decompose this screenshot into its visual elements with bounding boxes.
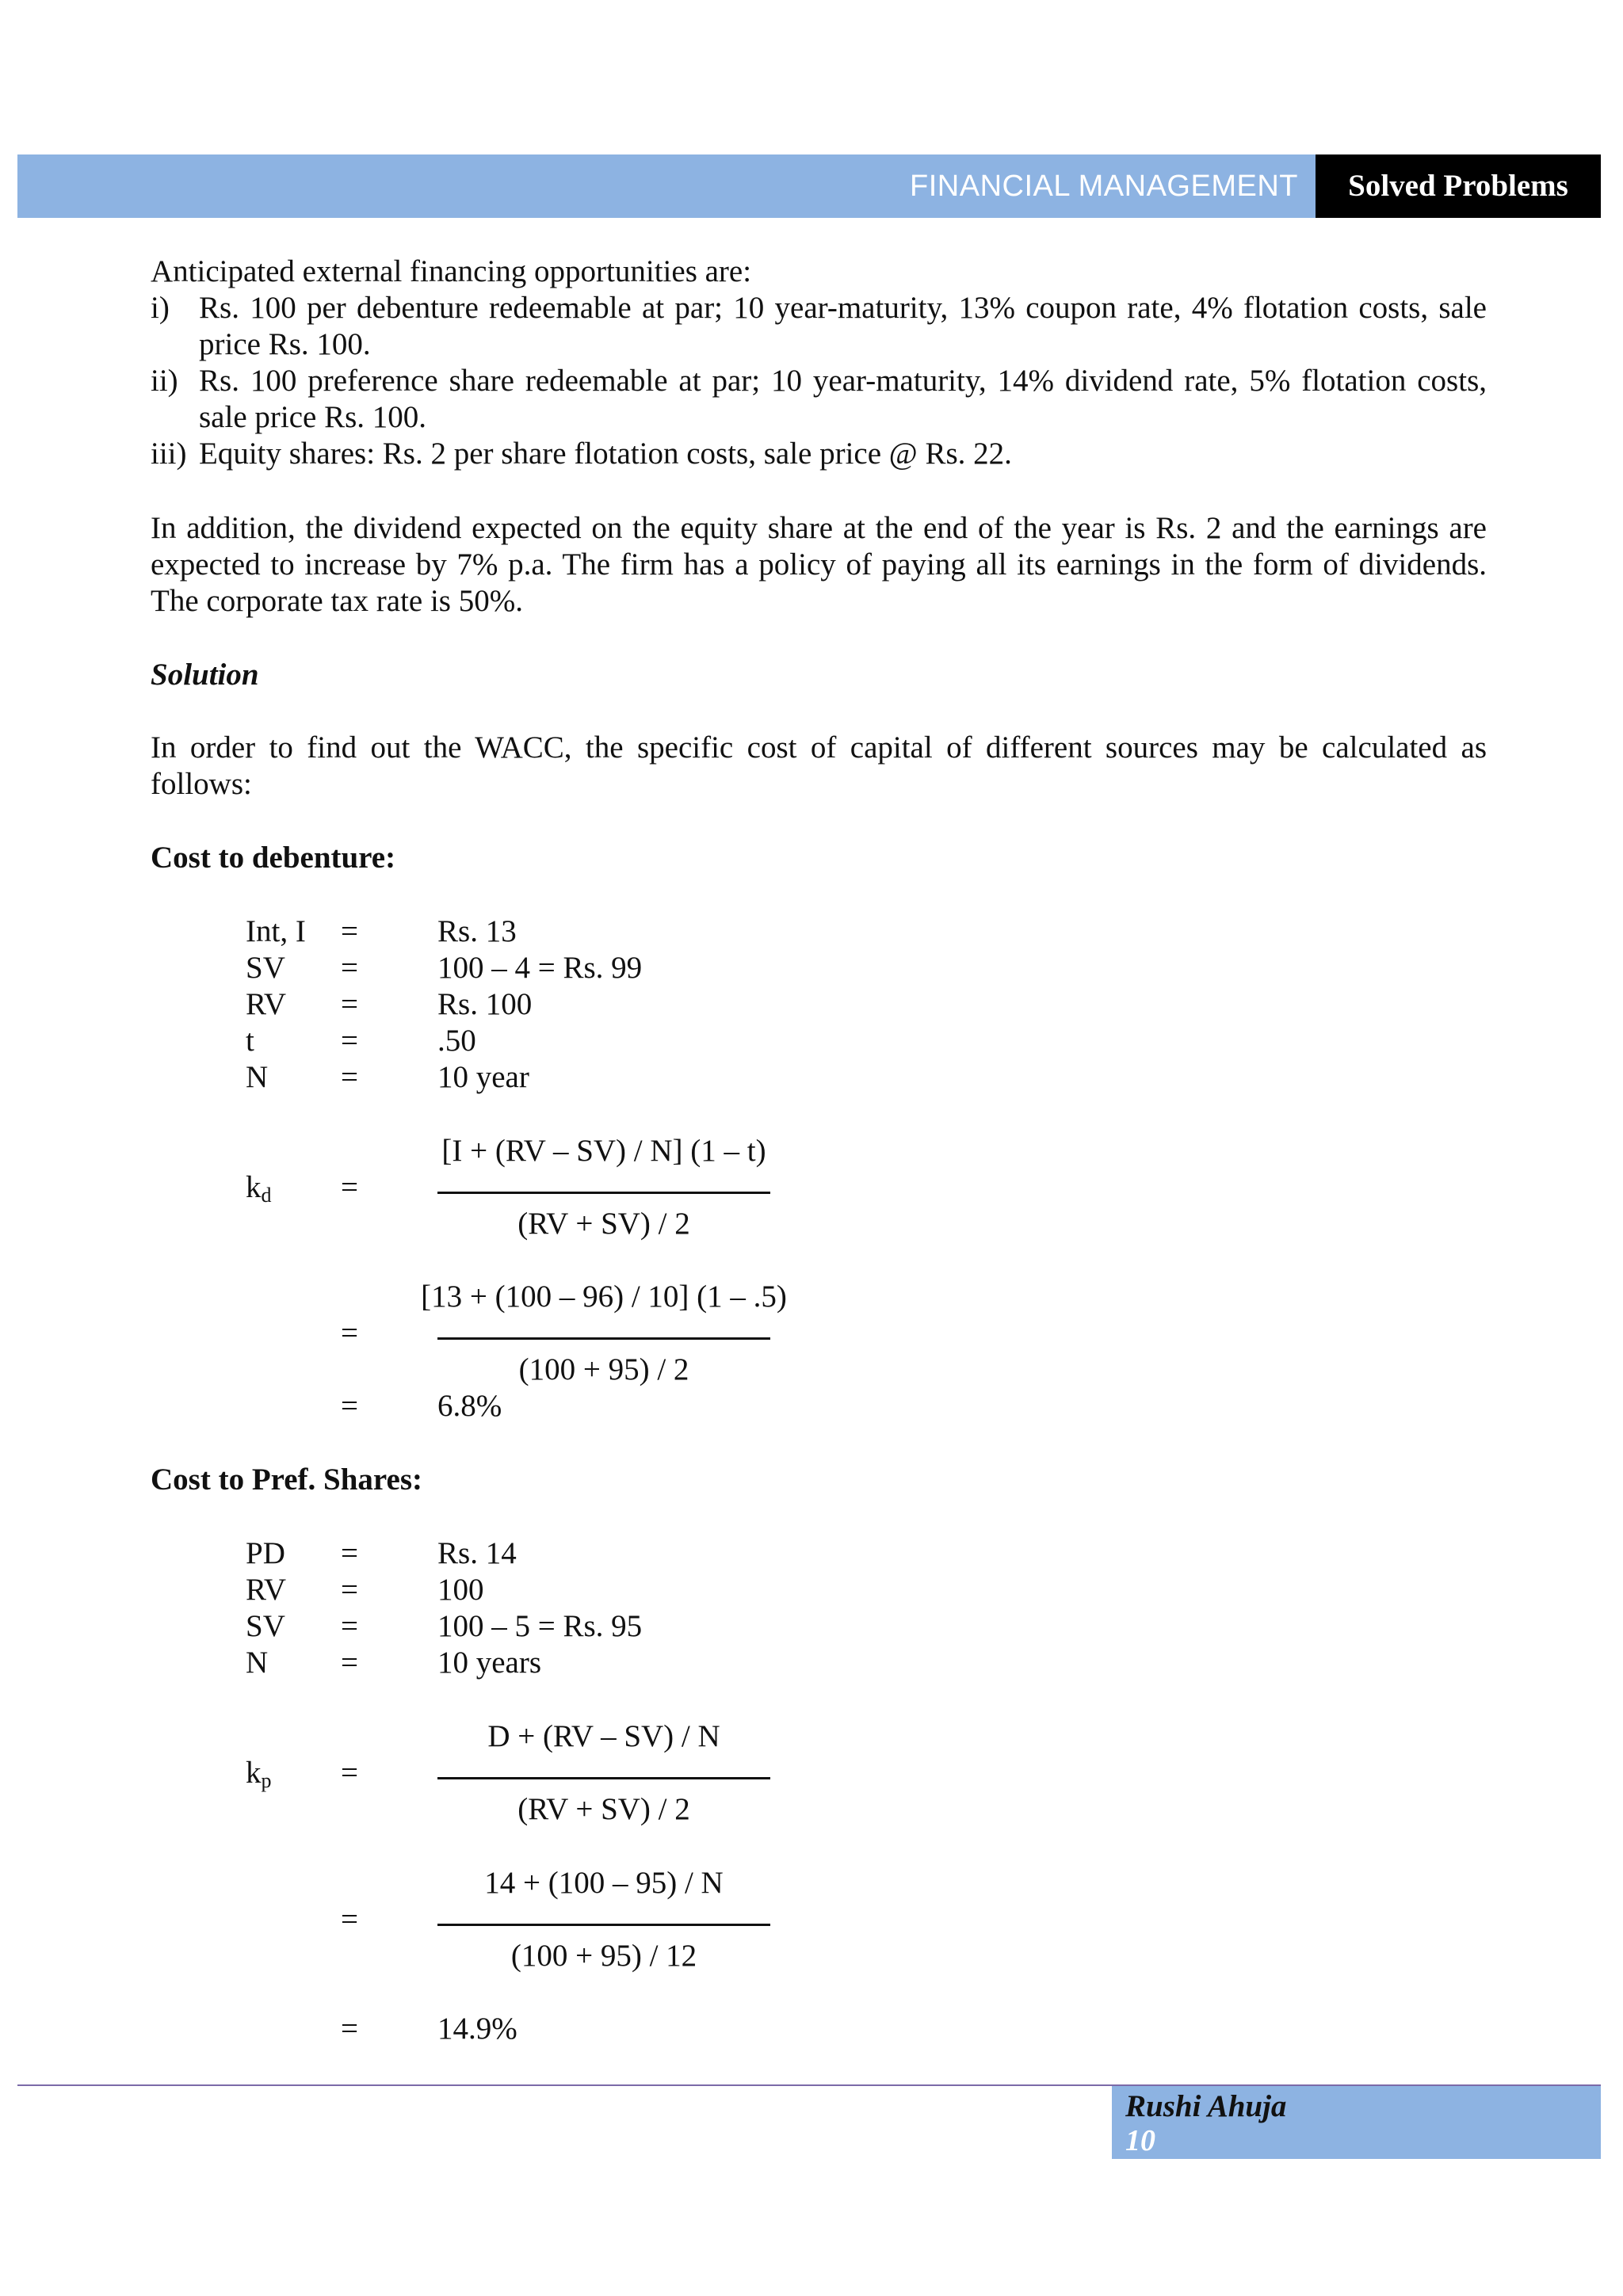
var-name: PD <box>246 1536 285 1570</box>
var-value: .50 <box>437 1024 476 1058</box>
kp-symbol: $k_p$ <box>246 1756 272 1792</box>
var-value: 100 – 4 = Rs. 99 <box>437 951 643 985</box>
paragraph-line: The corporate tax rate is 50%. <box>151 584 523 618</box>
header-title: FINANCIAL MANAGEMENT <box>910 170 1298 203</box>
var-name: N <box>246 1646 269 1680</box>
equals-sign: = <box>341 1573 358 1607</box>
equals-sign: = <box>341 914 358 948</box>
list-marker: iii) <box>151 437 187 471</box>
var-name: RV <box>246 1573 287 1607</box>
fraction-bar <box>437 1337 770 1340</box>
var-name: t <box>246 1024 254 1058</box>
fraction-bar <box>437 1192 770 1194</box>
equals-sign: = <box>341 987 358 1021</box>
equals-sign: = <box>341 2012 358 2046</box>
kd-symbol: $k_d$ <box>246 1170 272 1207</box>
formula-numerator: D + (RV – SV) / N <box>487 1719 720 1753</box>
header-tag: Solved Problems <box>1316 154 1601 218</box>
var-name: N <box>246 1060 269 1094</box>
equals-sign: = <box>341 1316 358 1350</box>
var-value: 10 year <box>437 1060 529 1094</box>
equals-sign: = <box>341 1756 358 1790</box>
list-marker: i) <box>151 291 170 325</box>
equals-sign: = <box>341 951 358 985</box>
var-name: Int, I <box>246 914 306 948</box>
var-value: 100 – 5 = Rs. 95 <box>437 1609 643 1643</box>
debenture-heading: Cost to debenture: <box>151 841 396 875</box>
solution-heading: Solution <box>151 658 259 692</box>
equals-sign: = <box>341 1389 358 1423</box>
equals-sign: = <box>341 1536 358 1570</box>
equals-sign: = <box>341 1060 358 1094</box>
calc-denominator: (100 + 95) / 2 <box>518 1352 689 1386</box>
var-name: SV <box>246 1609 285 1643</box>
formula-denominator: (RV + SV) / 2 <box>517 1207 690 1241</box>
var-value: Rs. 100 <box>437 987 533 1021</box>
var-name: RV <box>246 987 287 1021</box>
var-value: Rs. 14 <box>437 1536 517 1570</box>
paragraph-line: expected to increase by 7% p.a. The firm has a policy of paying all its earnings in the form of dividends. <box>151 547 1487 582</box>
equals-sign: = <box>341 1902 358 1936</box>
preference-result: 14.9% <box>437 2012 517 2046</box>
var-name: SV <box>246 951 285 985</box>
equals-sign: = <box>341 1170 358 1204</box>
formula-numerator: [I + (RV – SV) / N] (1 – t) <box>441 1134 766 1168</box>
intro-lead: Anticipated external financing opportunities are: <box>151 254 752 288</box>
list-item-cont: sale price Rs. 100. <box>199 400 427 434</box>
equals-sign: = <box>341 1646 358 1680</box>
list-item: Rs. 100 per debenture redeemable at par; 10 year-maturity, 13% coupon rate, 4% flotation costs, sale <box>199 291 1487 325</box>
paragraph-line: In order to find out the WACC, the specific cost of capital of different sources may be calculated as <box>151 730 1487 765</box>
page-number: 10 <box>1125 2124 1155 2157</box>
debenture-result: 6.8% <box>437 1389 502 1423</box>
paragraph-line: In addition, the dividend expected on the equity share at the end of the year is Rs. 2 and the earnings are <box>151 511 1487 545</box>
paragraph-line: follows: <box>151 767 252 801</box>
formula-denominator: (RV + SV) / 2 <box>517 1792 690 1826</box>
list-marker: ii) <box>151 364 178 398</box>
equals-sign: = <box>341 1024 358 1058</box>
fraction-bar <box>437 1777 770 1779</box>
calc-denominator: (100 + 95) / 12 <box>510 1939 697 1973</box>
calc-numerator: 14 + (100 – 95) / N <box>484 1866 724 1900</box>
list-item: Rs. 100 preference share redeemable at par; 10 year-maturity, 14% dividend rate, 5% flotation costs, <box>199 364 1487 398</box>
var-value: 100 <box>437 1573 484 1607</box>
equals-sign: = <box>341 1609 358 1643</box>
var-value: 10 years <box>437 1646 542 1680</box>
footer-author: Rushi Ahuja <box>1125 2089 1287 2123</box>
var-value: Rs. 13 <box>437 914 517 948</box>
list-item: Equity shares: Rs. 2 per share flotation costs, sale price @ Rs. 22. <box>199 437 1012 471</box>
calc-numerator: [13 + (100 – 96) / 10] (1 – .5) <box>421 1280 787 1314</box>
list-item-cont: price Rs. 100. <box>199 327 371 361</box>
preference-heading: Cost to Pref. Shares: <box>151 1463 423 1497</box>
fraction-bar <box>437 1924 770 1926</box>
